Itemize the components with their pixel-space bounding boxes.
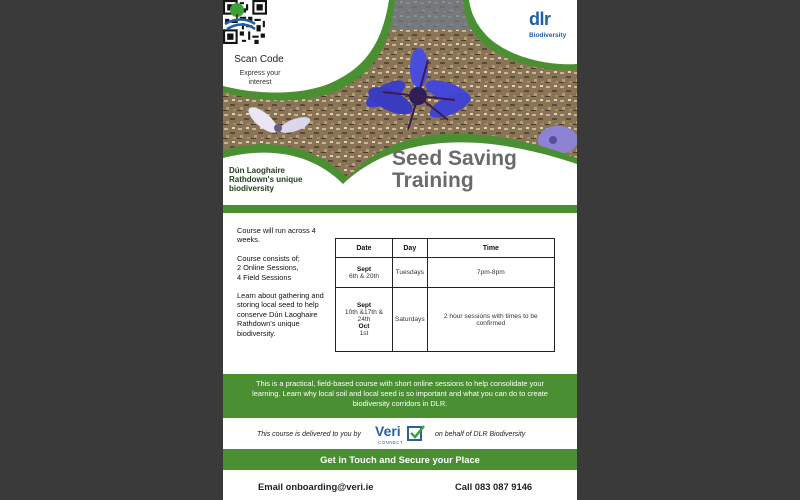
row2-day: Saturdays [392, 288, 427, 352]
row1-time: 7pm-8pm [427, 258, 554, 288]
qr-subtitle: Express your interest [239, 70, 281, 86]
check-icon [407, 424, 425, 442]
contact-phone[interactable]: Call 083 087 9146 [455, 481, 533, 492]
location-caption: Dún Laoghaire Rathdown's unique biodiversity [229, 166, 303, 193]
course-duration: Course will run across 4 weeks. [237, 226, 316, 245]
hero-section [223, 0, 577, 205]
page-title: Seed Saving Training [392, 147, 517, 192]
table-row [336, 288, 555, 352]
contact-email[interactable]: Email onboarding@veri.ie [258, 481, 374, 492]
col-date: Date [336, 239, 393, 258]
course-structure: Course consists of; 2 Online Sessions, 4 Field Sessions [237, 253, 300, 282]
delivered-by [223, 420, 577, 448]
table-header-row [336, 239, 555, 258]
row2-date: Sept 10th &17th & 24th Oct 1st [336, 288, 393, 352]
table-row [336, 258, 555, 288]
info-banner: This is a practical, field-based course with short online sessions to help consolidate your learning. Learn why local soil and local seed is so important and what you can do to create biodiversity corridors in DLR. [223, 374, 577, 418]
schedule-table [335, 238, 555, 352]
veri-logo-text: Veri [375, 423, 401, 439]
col-day: Day [392, 239, 427, 258]
flyer [223, 0, 577, 500]
col-time: Time [427, 239, 554, 258]
row1-date: Sept 6th & 20th [336, 258, 393, 288]
delivered-suffix: on behalf of DLR Biodiversity [435, 431, 526, 438]
veri-logo-sub: CONNECT [378, 440, 404, 445]
course-description: Learn about gathering and storing local seed to help conserve Dún Laoghaire Rathdown's unique biodiversity. [237, 291, 324, 338]
row2-time: 2 hour sessions with times to be confirmed [427, 288, 554, 352]
qr-title: Scan Code [234, 54, 284, 65]
logo-subtitle: Biodiversity [529, 32, 567, 39]
row1-day: Tuesdays [392, 258, 427, 288]
divider-band [223, 205, 577, 213]
dlr-logo-icon [223, 0, 297, 38]
delivered-prefix: This course is delivered to you by [257, 431, 361, 438]
cta-banner: Get in Touch and Secure your Place [223, 449, 577, 470]
course-intro [237, 226, 329, 347]
logo-name: dlr [529, 9, 551, 29]
